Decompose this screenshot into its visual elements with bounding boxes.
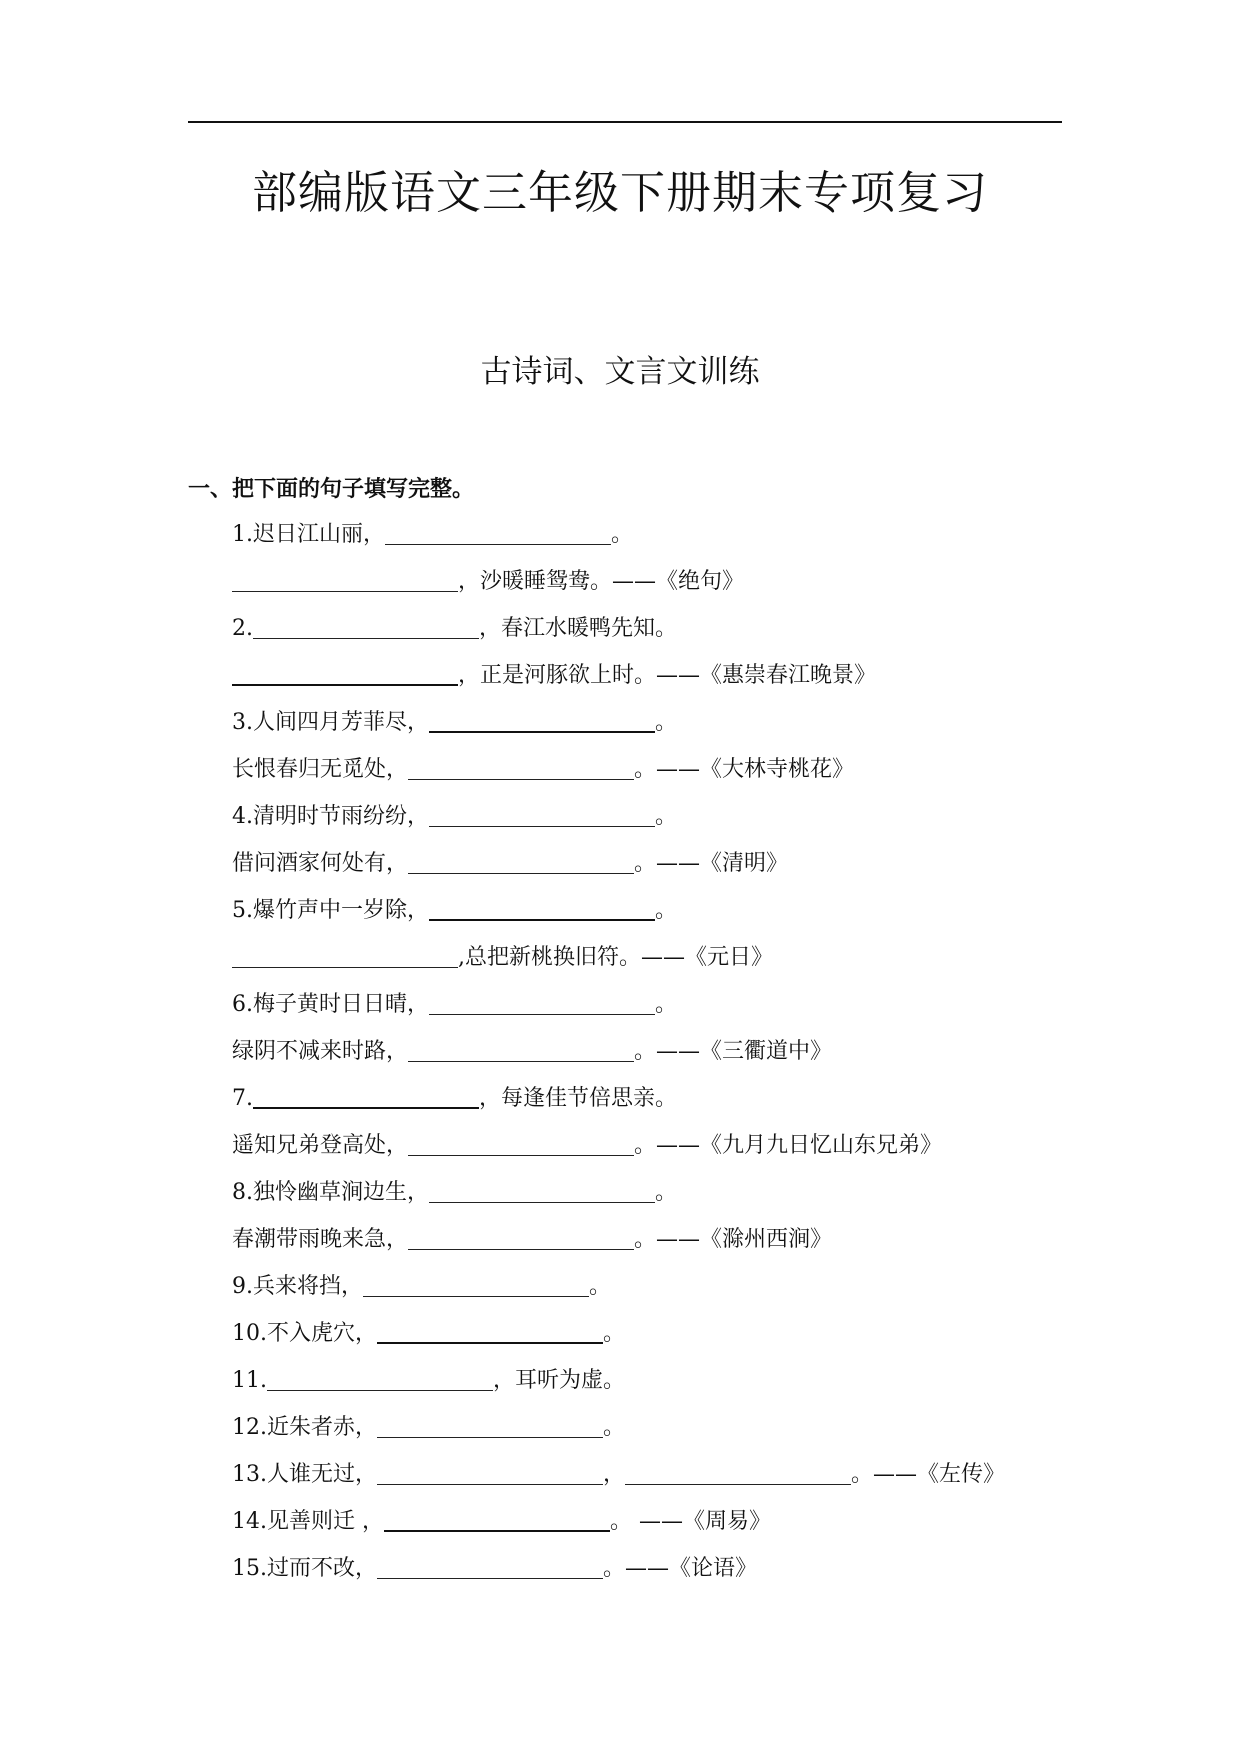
question-line-19 bbox=[232, 1363, 625, 1399]
line-text: 。 bbox=[655, 992, 678, 1017]
line-text: ，正是河豚欲上时。——《惠崇春江晚景》 bbox=[458, 663, 877, 688]
answer-blank[interactable] bbox=[232, 567, 458, 592]
line-text: 。 bbox=[655, 898, 678, 923]
question-line-12 bbox=[232, 1034, 832, 1070]
line-text: 。 bbox=[655, 710, 678, 735]
answer-blank[interactable] bbox=[408, 1131, 634, 1156]
question-line-22 bbox=[232, 1504, 771, 1540]
line-text: 8.独怜幽草涧边生， bbox=[232, 1180, 429, 1205]
line-text: 15.过而不改， bbox=[232, 1556, 377, 1581]
header-rule bbox=[188, 121, 1062, 123]
line-text: ，每逢佳节倍思亲。 bbox=[479, 1086, 678, 1111]
answer-blank[interactable] bbox=[363, 1272, 589, 1297]
question-line-23 bbox=[232, 1551, 757, 1587]
question-line-18 bbox=[232, 1316, 625, 1352]
line-text: 11. bbox=[232, 1368, 267, 1393]
line-text: 。——《左传》 bbox=[851, 1462, 1006, 1487]
line-text: 13.人谁无过， bbox=[232, 1462, 377, 1487]
line-text: 遥知兄弟登高处， bbox=[232, 1133, 409, 1158]
line-text: 。 bbox=[589, 1274, 612, 1299]
question-line-21 bbox=[232, 1457, 1005, 1493]
line-text: 绿阴不减来时路， bbox=[232, 1039, 409, 1064]
question-line-16 bbox=[232, 1222, 832, 1258]
answer-blank[interactable] bbox=[429, 802, 655, 827]
question-line-15 bbox=[232, 1175, 677, 1211]
question-line-4 bbox=[232, 658, 876, 694]
answer-blank[interactable] bbox=[408, 1037, 634, 1062]
line-text: 。 bbox=[611, 522, 634, 547]
line-text: 长恨春归无觅处， bbox=[232, 757, 409, 782]
line-text: 。 bbox=[603, 1415, 626, 1440]
answer-blank[interactable] bbox=[377, 1413, 603, 1438]
line-text: 借问酒家何处有， bbox=[232, 851, 409, 876]
line-text: 。——《清明》 bbox=[634, 851, 789, 876]
line-text: 14.见善则迁 ， bbox=[232, 1509, 384, 1534]
question-line-8 bbox=[232, 846, 788, 882]
answer-blank[interactable] bbox=[384, 1506, 610, 1532]
line-text: ，沙暖睡鸳鸯。——《绝句》 bbox=[458, 569, 745, 594]
page-title: 部编版语文三年级下册期末专项复习 bbox=[251, 166, 988, 219]
line-text: 。 ——《周易》 bbox=[609, 1509, 771, 1534]
answer-blank[interactable] bbox=[253, 614, 479, 639]
line-text: 春潮带雨晚来急， bbox=[232, 1227, 409, 1252]
line-text: 9.兵来将挡， bbox=[232, 1274, 363, 1299]
line-text: 5.爆竹声中一岁除， bbox=[232, 898, 429, 923]
question-line-14 bbox=[232, 1128, 942, 1164]
answer-blank[interactable] bbox=[429, 895, 655, 921]
line-text: ,总把新桃换旧符。——《元日》 bbox=[458, 945, 773, 970]
line-text: 1.迟日江山丽， bbox=[232, 522, 385, 547]
line-text: 。——《大林寺桃花》 bbox=[634, 757, 855, 782]
question-line-5 bbox=[232, 705, 677, 741]
question-line-13 bbox=[232, 1081, 677, 1117]
line-text: ，耳听为虚。 bbox=[493, 1368, 626, 1393]
question-line-11 bbox=[232, 987, 677, 1023]
question-line-6 bbox=[232, 752, 854, 788]
question-line-1 bbox=[232, 517, 633, 553]
line-text: 。——《三衢道中》 bbox=[634, 1039, 833, 1064]
answer-blank[interactable] bbox=[429, 990, 655, 1015]
question-line-3 bbox=[232, 611, 677, 647]
page-subtitle: 古诗词、文言文训练 bbox=[480, 354, 760, 390]
question-line-17 bbox=[232, 1269, 611, 1305]
answer-blank[interactable] bbox=[232, 660, 458, 686]
line-text: 。——《滁州西涧》 bbox=[634, 1227, 833, 1252]
line-text: 4.清明时节雨纷纷， bbox=[232, 804, 429, 829]
answer-blank[interactable] bbox=[385, 520, 611, 545]
line-text: ，春江水暖鸭先知。 bbox=[479, 616, 678, 641]
line-text: ， bbox=[603, 1462, 626, 1487]
answer-blank[interactable] bbox=[377, 1554, 603, 1579]
line-text: 7. bbox=[232, 1086, 253, 1111]
line-text: 12.近朱者赤， bbox=[232, 1415, 377, 1440]
line-text: 。 bbox=[655, 804, 678, 829]
answer-blank[interactable] bbox=[377, 1318, 603, 1344]
question-line-10 bbox=[232, 940, 773, 976]
answer-blank[interactable] bbox=[408, 755, 634, 780]
line-text: 。——《九月九日忆山东兄弟》 bbox=[634, 1133, 943, 1158]
answer-blank[interactable] bbox=[408, 849, 634, 874]
answer-blank[interactable] bbox=[408, 1225, 634, 1250]
answer-blank[interactable] bbox=[253, 1083, 479, 1109]
line-text: 。 bbox=[655, 1180, 678, 1205]
question-line-20 bbox=[232, 1410, 625, 1446]
line-text: 。——《论语》 bbox=[603, 1556, 758, 1581]
answer-blank[interactable] bbox=[267, 1366, 493, 1391]
line-text: 3.人间四月芳菲尽， bbox=[232, 710, 429, 735]
line-text: 6.梅子黄时日日晴， bbox=[232, 992, 429, 1017]
question-line-7 bbox=[232, 799, 677, 835]
section-heading: 一、把下面的句子填写完整。 bbox=[188, 477, 475, 502]
answer-blank[interactable] bbox=[429, 1178, 655, 1203]
question-line-2 bbox=[232, 564, 744, 600]
line-text: 2. bbox=[232, 616, 253, 641]
line-text: 10.不入虎穴， bbox=[232, 1321, 377, 1346]
answer-blank[interactable] bbox=[232, 943, 458, 968]
answer-blank[interactable] bbox=[377, 1460, 603, 1485]
question-line-9 bbox=[232, 893, 677, 929]
answer-blank[interactable] bbox=[429, 707, 655, 733]
answer-blank[interactable] bbox=[625, 1460, 851, 1485]
line-text: 。 bbox=[603, 1321, 626, 1346]
